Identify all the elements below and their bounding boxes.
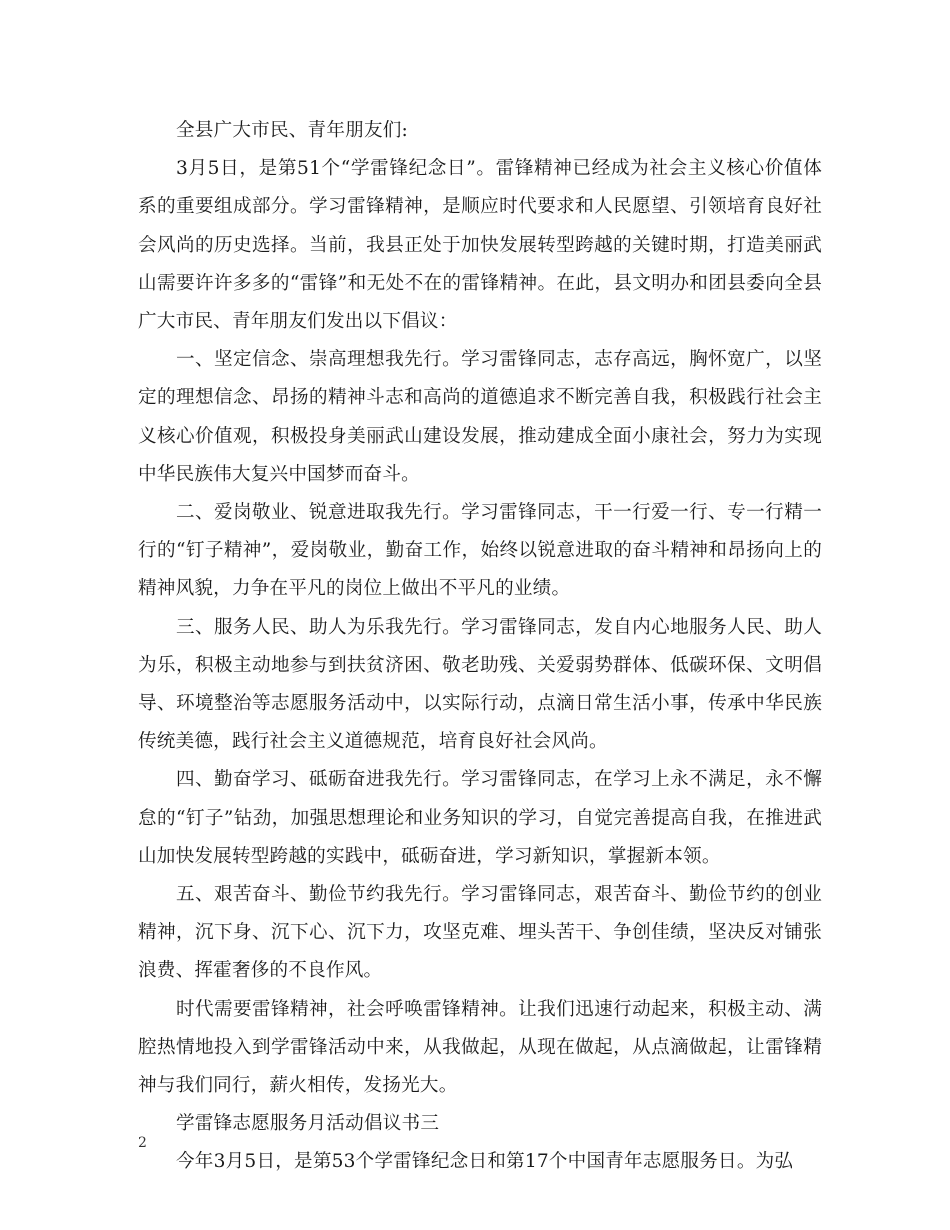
proposal-item-1: 一、坚定信念、崇高理想我先行。学习雷锋同志，志存高远，胸怀宽广，以坚定的理想信念、昂扬的精神斗志和高尚的道德追求不断完善自我，积极践行社会主义核心价值观，积极投身美丽武山建设发展，推动建成全面小康社会，努力为实现中华民族伟大复兴中国梦而奋斗。 <box>138 349 822 485</box>
proposal-item-3: 三、服务人民、助人为乐我先行。学习雷锋同志，发自内心地服务人民、助人为乐，积极主动地参与到扶贫济困、敬老助残、关爱弱势群体、低碳环保、文明倡导、环境整治等志愿服务活动中，以实际行动，点滴日常生活小事，传承中华民族传统美德，践行社会主义道德规范，培育良好社会风尚。 <box>138 616 822 753</box>
proposal-item-4: 四、勤奋学习、砥砺奋进我先行。学习雷锋同志，在学习上永不满足，永不懈怠的“钉子”钻劲，加强思想理论和业务知识的学习，自觉完善提高自我，在推进武山加快发展转型跨越的实践中，砥砺奋进，学习新知识，掌握新本领。 <box>138 769 822 867</box>
proposal-item-5: 五、艰苦奋斗、勤俭节约我先行。学习雷锋同志，艰苦奋斗、勤俭节约的创业精神，沉下身、沉下心、沉下力，攻坚克难、埋头苦干、争创佳绩，坚决反对铺张浪费、挥霍奢侈的不良作风。 <box>138 884 822 982</box>
proposal-item-2: 二、爱岗敬业、锐意进取我先行。学习雷锋同志，干一行爱一行、专一行精一行的“钉子精神”，爱岗敬业，勤奋工作，始终以锐意进取的奋斗精神和昂扬向上的精神风貌，力争在平凡的岗位上做出不平凡的业绩。 <box>138 502 822 600</box>
section-heading: 学雷锋志愿服务月活动倡议书三 <box>176 1113 440 1135</box>
document-body <box>138 112 822 1182</box>
next-section-paragraph: 今年3月5日，是第53个学雷锋纪念日和第17个中国青年志愿服务日。为弘 <box>176 1151 794 1173</box>
salutation: 全县广大市民、青年朋友们: <box>176 120 408 141</box>
page-number: 2 <box>138 1135 147 1151</box>
intro-paragraph: 3月5日，是第51个“学雷锋纪念日”。雷锋精神已经成为社会主义核心价值体系的重要组成部分。学习雷锋精神，是顺应时代要求和人民愿望、引领培育良好社会风尚的历史选择。当前，我县正处于加快发展转型跨越的关键时期，打造美丽武山需要许许多多的“雷锋”和无处不在的雷锋精神。在此，县文明办和团县委向全县广大市民、青年朋友们发出以下倡议： <box>138 158 822 333</box>
closing-paragraph: 时代需要雷锋精神，社会呼唤雷锋精神。让我们迅速行动起来，积极主动、满腔热情地投入到学雷锋活动中来，从我做起，从现在做起，从点滴做起，让雷锋精神与我们同行，薪火相传，发扬光大。 <box>138 998 822 1097</box>
